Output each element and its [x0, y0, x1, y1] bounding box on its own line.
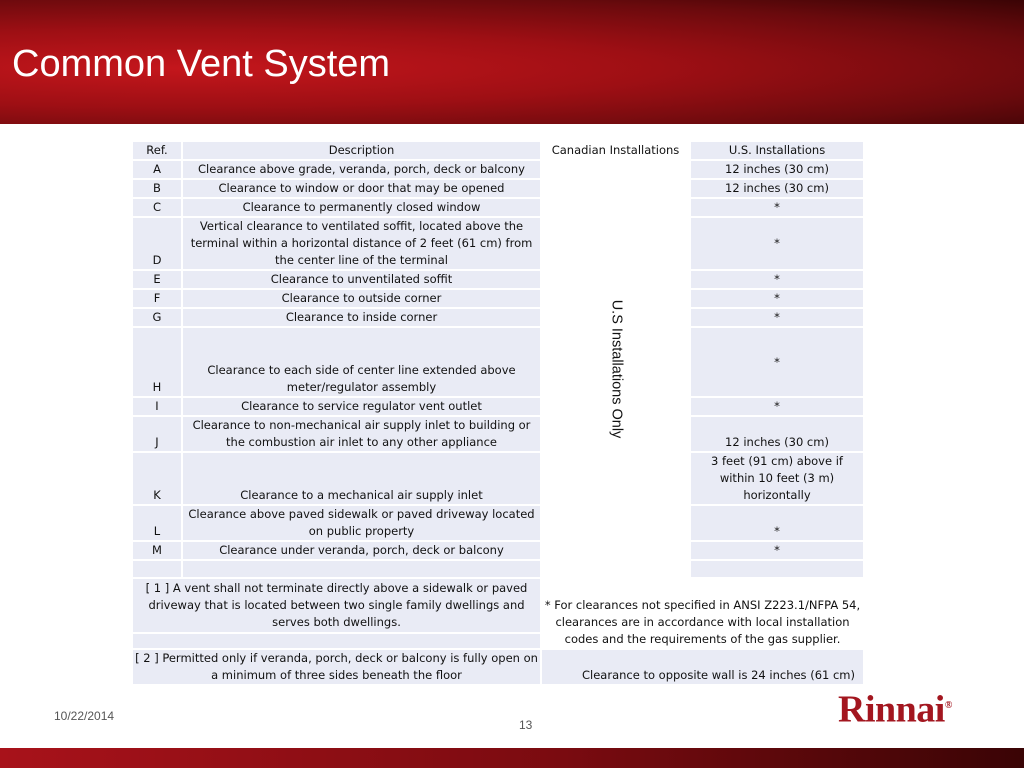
table-row	[132, 289, 864, 308]
header-canadian: Canadian Installations	[541, 141, 690, 160]
table-row	[132, 327, 864, 397]
row-us-value: 12 inches (30 cm)	[690, 179, 864, 198]
row-us-value: *	[690, 327, 864, 397]
row-ref: E	[132, 270, 182, 289]
logo-text: Rinnai	[838, 688, 945, 731]
slide-date: 10/22/2014	[54, 709, 115, 723]
row-ref: L	[132, 505, 182, 541]
table-row	[132, 560, 864, 578]
row-us-value: *	[690, 505, 864, 541]
row-description: Clearance to window or door that may be opened	[182, 179, 541, 198]
row-description	[182, 560, 541, 578]
table-row	[132, 217, 864, 270]
row-us-value: *	[690, 289, 864, 308]
table-row	[132, 452, 864, 505]
asterisk-note: * For clearances not specified in ANSI Z223.1/NFPA 54, clearances are in accordance with local installation codes and the requirements of the gas supplier.	[541, 578, 864, 649]
notes-spacer	[132, 633, 541, 649]
row-us-value: 12 inches (30 cm)	[690, 416, 864, 452]
table-header-row	[132, 141, 864, 160]
logo-registered-mark: ®	[944, 700, 952, 711]
row-description: Vertical clearance to ventilated soffit, located above the terminal within a horizontal distance of 2 feet (61 cm) from the center line of the terminal	[182, 217, 541, 270]
row-description: Clearance to unventilated soffit	[182, 270, 541, 289]
row-ref	[132, 560, 182, 578]
row-description: Clearance to outside corner	[182, 289, 541, 308]
row-us-value: *	[690, 397, 864, 416]
header-ref: Ref.	[132, 141, 182, 160]
footer-bar	[0, 748, 1024, 768]
row-ref: J	[132, 416, 182, 452]
note-2: [ 2 ] Permitted only if veranda, porch, deck or balcony is fully open on a minimum of three sides beneath the floor	[132, 649, 541, 685]
table-row	[132, 505, 864, 541]
rinnai-logo	[838, 684, 952, 732]
canadian-column-cell	[541, 160, 690, 578]
row-description: Clearance above grade, veranda, porch, deck or balcony	[182, 160, 541, 179]
row-us-value: *	[690, 217, 864, 270]
table-row	[132, 179, 864, 198]
row-ref: A	[132, 160, 182, 179]
row-us-value: *	[690, 541, 864, 560]
row-ref: H	[132, 327, 182, 397]
row-us-value: 12 inches (30 cm)	[690, 160, 864, 179]
header-description: Description	[182, 141, 541, 160]
row-us-value: *	[690, 308, 864, 327]
row-ref: C	[132, 198, 182, 217]
table-row	[132, 160, 864, 179]
table-row	[132, 541, 864, 560]
table-row	[132, 308, 864, 327]
row-description: Clearance to each side of center line extended above meter/regulator assembly	[182, 327, 541, 397]
row-us-value: *	[690, 270, 864, 289]
row-description: Clearance to a mechanical air supply inlet	[182, 452, 541, 505]
page-number: 13	[519, 718, 533, 732]
table-row	[132, 416, 864, 452]
notes-row	[132, 649, 864, 685]
header-us: U.S. Installations	[690, 141, 864, 160]
vent-clearance-table	[131, 140, 865, 686]
row-description: Clearance to non-mechanical air supply inlet to building or the combustion air inlet to any other appliance	[182, 416, 541, 452]
row-ref: M	[132, 541, 182, 560]
row-us-value: *	[690, 198, 864, 217]
row-ref: G	[132, 308, 182, 327]
notes-row	[132, 578, 864, 633]
row-ref: I	[132, 397, 182, 416]
row-description: Clearance under veranda, porch, deck or balcony	[182, 541, 541, 560]
canadian-note: U.S Installations Only	[608, 299, 624, 439]
note-1: [ 1 ] A vent shall not terminate directly above a sidewalk or paved driveway that is located between two single family dwellings and serves both dwellings.	[132, 578, 541, 633]
row-ref: F	[132, 289, 182, 308]
row-description: Clearance above paved sidewalk or paved driveway located on public property	[182, 505, 541, 541]
row-description: Clearance to permanently closed window	[182, 198, 541, 217]
opposite-wall-note: Clearance to opposite wall is 24 inches (61 cm)	[541, 649, 864, 685]
row-ref: B	[132, 179, 182, 198]
slide-title: Common Vent System	[12, 43, 391, 85]
table-row	[132, 270, 864, 289]
row-description: Clearance to inside corner	[182, 308, 541, 327]
row-ref: D	[132, 217, 182, 270]
row-us-value	[690, 560, 864, 578]
table-row	[132, 198, 864, 217]
row-description: Clearance to service regulator vent outlet	[182, 397, 541, 416]
row-us-value: 3 feet (91 cm) above if within 10 feet (3 m) horizontally	[690, 452, 864, 505]
header-banner	[0, 0, 1024, 124]
table-row	[132, 397, 864, 416]
row-ref: K	[132, 452, 182, 505]
